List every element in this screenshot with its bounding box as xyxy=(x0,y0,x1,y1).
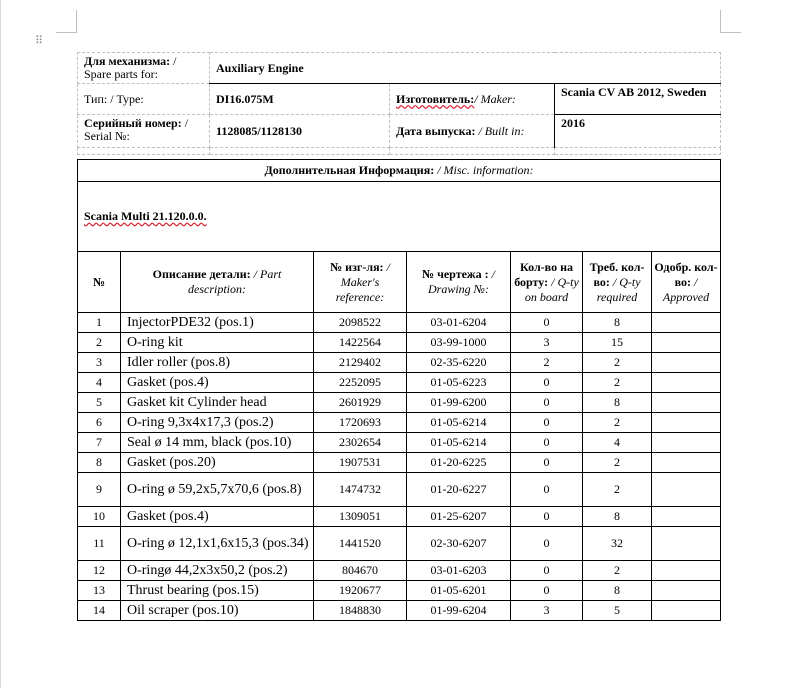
row-ref-cell: 2601929 xyxy=(314,393,407,413)
col-desc-en: / Part description: xyxy=(188,267,282,296)
row-drawing-cell: 01-99-6200 xyxy=(407,393,511,413)
col-onboard-ru: Кол-во на борту: xyxy=(514,259,573,289)
row-approved-cell xyxy=(652,601,721,621)
row-approved-cell xyxy=(652,413,721,433)
serial-value: 1128085/1128130 xyxy=(216,123,303,138)
table-row xyxy=(78,507,721,527)
row-approved-cell xyxy=(652,561,721,581)
row-onboard-cell: 3 xyxy=(511,601,583,621)
row-num-cell: 4 xyxy=(78,373,121,393)
col-header-drawing xyxy=(407,252,511,313)
table-row xyxy=(78,453,721,473)
row-required-cell: 2 xyxy=(583,561,652,581)
built-value-cell xyxy=(555,115,721,148)
row-desc-cell: O-ring ø 12,1x1,6x15,3 (pos.34) xyxy=(121,527,314,561)
row-onboard-cell: 3 xyxy=(511,333,583,353)
row-desc-cell: Gasket kit Cylinder head xyxy=(121,393,314,413)
row-desc-cell: Gasket (pos.20) xyxy=(121,453,314,473)
misc-title-ru: Дополнительная Информация: xyxy=(264,163,435,177)
serial-value-cell xyxy=(210,115,390,148)
col-header-onboard xyxy=(511,252,583,313)
row-ref-cell: 1474732 xyxy=(314,473,407,507)
row-onboard-cell: 2 xyxy=(511,353,583,373)
built-label-en: / Built in: xyxy=(475,123,525,138)
row-ref-cell: 1441520 xyxy=(314,527,407,561)
row-num-cell: 10 xyxy=(78,507,121,527)
misc-title-en: / Misc. information: xyxy=(434,163,534,177)
row-desc-cell: O-ring kit xyxy=(121,333,314,353)
row-required-cell: 8 xyxy=(583,393,652,413)
row-required-cell: 8 xyxy=(583,507,652,527)
row-approved-cell xyxy=(652,453,721,473)
table-row xyxy=(78,561,721,581)
equipment-info-table xyxy=(77,52,721,155)
table-row xyxy=(78,527,721,561)
row-ref-cell: 2098522 xyxy=(314,313,407,333)
row-ref-cell: 1422564 xyxy=(314,333,407,353)
built-label-ru: Дата выпуска: xyxy=(396,123,476,138)
margin-mark-top-right xyxy=(720,10,741,33)
col-ref-ru: № изг-ля: xyxy=(330,259,384,274)
col-header-approved xyxy=(652,252,721,313)
col-header-num xyxy=(78,252,121,313)
table-row xyxy=(78,433,721,453)
table-row xyxy=(78,393,721,413)
row-required-cell: 2 xyxy=(583,413,652,433)
parts-rows xyxy=(78,313,721,621)
row-num-cell: 3 xyxy=(78,353,121,373)
row-approved-cell xyxy=(652,433,721,453)
row-drawing-cell: 02-30-6207 xyxy=(407,527,511,561)
serial-label-en: / Serial №: xyxy=(84,116,189,143)
spare-parts-table xyxy=(77,159,721,621)
row-required-cell: 2 xyxy=(583,453,652,473)
row-ref-cell: 1920677 xyxy=(314,581,407,601)
table-row xyxy=(78,581,721,601)
row-desc-cell: O-ring 9,3x4x17,3 (pos.2) xyxy=(121,413,314,433)
row-drawing-cell: 03-01-6204 xyxy=(407,313,511,333)
spacer-cell-2 xyxy=(210,148,390,155)
col-required-en: / Q-ty required xyxy=(596,274,641,304)
type-label-cell xyxy=(78,84,210,115)
table-row xyxy=(78,353,721,373)
row-desc-cell: Thrust bearing (pos.15) xyxy=(121,581,314,601)
col-header-desc xyxy=(121,252,314,313)
col-num-label: № xyxy=(92,274,106,289)
row-drawing-cell: 01-05-6201 xyxy=(407,581,511,601)
row-drawing-cell: 01-05-6223 xyxy=(407,373,511,393)
spacer-cell-3 xyxy=(390,148,555,155)
row-required-cell: 2 xyxy=(583,353,652,373)
row-approved-cell xyxy=(652,393,721,413)
row-num-cell: 11 xyxy=(78,527,121,561)
row-required-cell: 2 xyxy=(583,473,652,507)
serial-label-cell xyxy=(78,115,210,148)
row-ref-cell: 2252095 xyxy=(314,373,407,393)
row-drawing-cell: 03-01-6203 xyxy=(407,561,511,581)
col-header-ref xyxy=(314,252,407,313)
row-num-cell: 9 xyxy=(78,473,121,507)
row-onboard-cell: 0 xyxy=(511,507,583,527)
row-num-cell: 12 xyxy=(78,561,121,581)
row-ref-cell: 2302654 xyxy=(314,433,407,453)
row-onboard-cell: 0 xyxy=(511,373,583,393)
row-onboard-cell: 0 xyxy=(511,413,583,433)
row-ref-cell: 1309051 xyxy=(314,507,407,527)
row-approved-cell xyxy=(652,373,721,393)
row-desc-cell: Gasket (pos.4) xyxy=(121,507,314,527)
misc-info-body xyxy=(78,182,721,252)
type-label-ru: Тип: xyxy=(84,91,108,106)
row-required-cell: 8 xyxy=(583,581,652,601)
row-ref-cell: 1720693 xyxy=(314,413,407,433)
spare-parts-label-cell xyxy=(78,53,210,84)
row-approved-cell xyxy=(652,333,721,353)
col-desc-ru: Описание детали: xyxy=(152,267,251,281)
row-required-cell: 2 xyxy=(583,373,652,393)
maker-label-cell xyxy=(390,84,555,115)
row-desc-cell: O-ringø 44,2x3x50,2 (pos.2) xyxy=(121,561,314,581)
maker-label-ru: Изготовитель: xyxy=(396,91,475,106)
row-approved-cell xyxy=(652,581,721,601)
row-ref-cell: 1907531 xyxy=(314,453,407,473)
maker-value-cell xyxy=(555,84,721,115)
row-required-cell: 8 xyxy=(583,313,652,333)
row-onboard-cell: 0 xyxy=(511,453,583,473)
col-required-ru: Треб. кол-во: xyxy=(589,259,645,289)
row-drawing-cell: 01-25-6207 xyxy=(407,507,511,527)
built-label-cell xyxy=(390,115,555,148)
misc-info-text: Scania Multi 21.120.0.0. xyxy=(84,209,207,223)
row-num-cell: 2 xyxy=(78,333,121,353)
row-approved-cell xyxy=(652,313,721,333)
row-required-cell: 32 xyxy=(583,527,652,561)
spare-parts-label-en: / Spare parts for: xyxy=(84,54,177,81)
spare-parts-value: Auxiliary Engine xyxy=(216,60,304,75)
spacer-cell-1 xyxy=(78,148,210,155)
row-desc-cell: O-ring ø 59,2x5,7x70,6 (pos.8) xyxy=(121,473,314,507)
margin-mark-top-left xyxy=(56,10,77,33)
row-required-cell: 15 xyxy=(583,333,652,353)
row-desc-cell: Oil scraper (pos.10) xyxy=(121,601,314,621)
row-onboard-cell: 0 xyxy=(511,581,583,601)
row-drawing-cell: 03-99-1000 xyxy=(407,333,511,353)
row-approved-cell xyxy=(652,473,721,507)
row-onboard-cell: 0 xyxy=(511,561,583,581)
row-drawing-cell: 01-20-6227 xyxy=(407,473,511,507)
table-row xyxy=(78,313,721,333)
col-onboard-en: / Q-ty on board xyxy=(524,274,579,304)
col-header-required xyxy=(583,252,652,313)
col-drawing-en: / Drawing №: xyxy=(428,267,495,296)
row-num-cell: 8 xyxy=(78,453,121,473)
row-onboard-cell: 0 xyxy=(511,433,583,453)
row-desc-cell: Idler roller (pos.8) xyxy=(121,353,314,373)
table-row xyxy=(78,601,721,621)
row-drawing-cell: 02-35-6220 xyxy=(407,353,511,373)
misc-info-title xyxy=(78,160,721,182)
spacer-cell-4 xyxy=(555,148,721,155)
col-drawing-ru: № чертежа : xyxy=(422,267,489,281)
type-value: DI16.075M xyxy=(216,91,274,106)
row-drawing-cell: 01-05-6214 xyxy=(407,413,511,433)
row-ref-cell: 2129402 xyxy=(314,353,407,373)
col-approved-en: / Approved xyxy=(662,274,710,304)
table-row xyxy=(78,413,721,433)
row-drawing-cell: 01-05-6214 xyxy=(407,433,511,453)
row-required-cell: 4 xyxy=(583,433,652,453)
row-num-cell: 6 xyxy=(78,413,121,433)
row-num-cell: 14 xyxy=(78,601,121,621)
table-row xyxy=(78,333,721,353)
built-value: 2016 xyxy=(561,116,585,130)
page-edge xyxy=(0,0,1,688)
row-onboard-cell: 0 xyxy=(511,527,583,561)
row-desc-cell: Gasket (pos.4) xyxy=(121,373,314,393)
row-drawing-cell: 01-20-6225 xyxy=(407,453,511,473)
spare-parts-value-cell xyxy=(210,53,721,84)
row-onboard-cell: 0 xyxy=(511,473,583,507)
row-num-cell: 13 xyxy=(78,581,121,601)
table-row xyxy=(78,473,721,507)
table-row xyxy=(78,373,721,393)
row-onboard-cell: 0 xyxy=(511,313,583,333)
row-desc-cell: InjectorPDE32 (pos.1) xyxy=(121,313,314,333)
col-ref-en: / Maker's reference: xyxy=(335,259,390,304)
row-num-cell: 7 xyxy=(78,433,121,453)
col-approved-ru: Одобр. кол-во: xyxy=(654,259,718,289)
row-num-cell: 5 xyxy=(78,393,121,413)
row-ref-cell: 1848830 xyxy=(314,601,407,621)
serial-label-ru: Серийный номер: xyxy=(84,116,182,130)
row-ref-cell: 804670 xyxy=(314,561,407,581)
spare-parts-label-ru: Для механизма: xyxy=(84,54,171,68)
table-move-handle-icon[interactable]: ⠿ xyxy=(35,34,45,47)
row-approved-cell xyxy=(652,527,721,561)
maker-label-en: / Maker: xyxy=(474,91,516,106)
row-drawing-cell: 01-99-6204 xyxy=(407,601,511,621)
type-value-cell xyxy=(210,84,390,115)
row-approved-cell xyxy=(652,353,721,373)
row-desc-cell: Seal ø 14 mm, black (pos.10) xyxy=(121,433,314,453)
row-required-cell: 5 xyxy=(583,601,652,621)
type-label-en: / Type: xyxy=(107,91,144,106)
row-num-cell: 1 xyxy=(78,313,121,333)
maker-value: Scania CV AB 2012, Sweden xyxy=(561,85,707,99)
row-approved-cell xyxy=(652,507,721,527)
row-onboard-cell: 0 xyxy=(511,393,583,413)
